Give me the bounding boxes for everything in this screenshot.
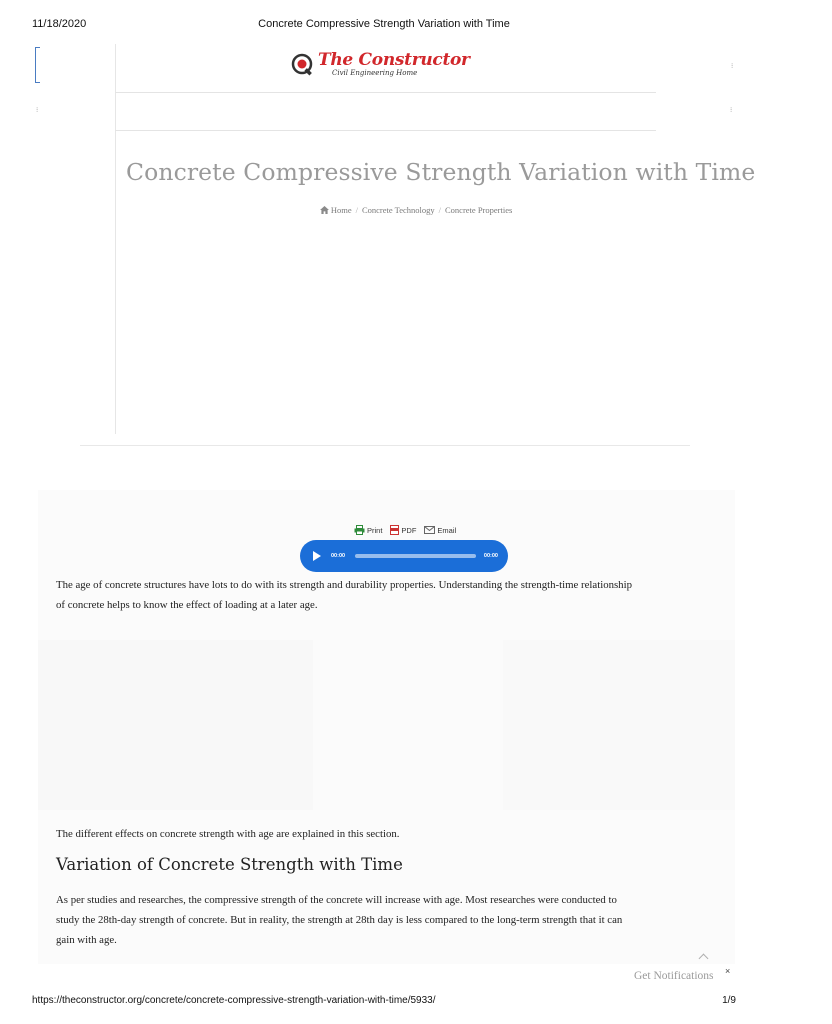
play-icon[interactable] xyxy=(313,551,321,561)
close-icon[interactable]: × xyxy=(725,966,731,976)
print-button[interactable] xyxy=(354,525,382,535)
print-url: https://theconstructor.org/concrete/concrete-compressive-strength-variation-with-time/5933/ xyxy=(32,995,436,1006)
audio-player xyxy=(300,540,508,572)
print-page-number: 1/9 xyxy=(722,995,736,1006)
page-title: Concrete Compressive Strength Variation with Time xyxy=(126,158,756,186)
header-frame-left xyxy=(115,44,116,434)
print-icon xyxy=(354,525,365,535)
page-title-container xyxy=(116,158,756,194)
site-logo[interactable] xyxy=(291,52,470,77)
breadcrumb-concrete-properties[interactable]: Concrete Properties xyxy=(445,205,513,216)
pdf-button[interactable] xyxy=(390,525,416,535)
side-marker: ⁝ xyxy=(36,106,39,114)
section-heading: Variation of Concrete Strength with Time xyxy=(56,855,403,874)
side-panel-edge xyxy=(35,47,40,83)
breadcrumb-separator: / xyxy=(438,205,442,216)
notifications-label[interactable]: Get Notifications xyxy=(634,970,714,982)
logo-icon xyxy=(291,53,315,77)
header-divider xyxy=(115,92,656,93)
breadcrumb-concrete-technology[interactable]: Concrete Technology xyxy=(361,205,435,216)
print-date: 11/18/2020 xyxy=(32,18,87,30)
intro-line: The age of concrete structures have lots to do with its strength and durability properties. Understanding the strength-time relationship xyxy=(56,579,632,591)
email-button[interactable] xyxy=(424,526,456,535)
side-marker: ⁝ xyxy=(730,106,733,114)
audio-progress-bar[interactable] xyxy=(355,554,476,558)
section-line: gain with age. xyxy=(56,934,117,946)
lead-paragraph: The different effects on concrete strength with age are explained in this section. xyxy=(56,828,400,840)
header-bottom-divider xyxy=(80,445,690,446)
share-toolbar xyxy=(354,525,456,535)
pdf-label: PDF xyxy=(401,525,417,535)
ad-slot xyxy=(38,640,313,810)
ad-slot xyxy=(503,640,735,810)
side-marker: ⁝ xyxy=(731,62,734,70)
audio-duration: 00:00 xyxy=(483,553,498,559)
breadcrumb xyxy=(0,204,832,215)
intro-paragraph xyxy=(56,575,735,615)
print-title: Concrete Compressive Strength Variation with Time xyxy=(258,18,510,30)
intro-line: of concrete helps to know the effect of loading at a later age. xyxy=(56,599,318,611)
logo-name: The Constructor xyxy=(318,50,470,70)
header-divider xyxy=(115,130,656,131)
breadcrumb-home[interactable]: Home xyxy=(330,205,352,216)
ad-slot xyxy=(313,640,503,810)
section-line: study the 28th-day strength of concrete. But in reality, the strength at 28th day is less compared to the long-term strength that it can xyxy=(56,914,623,926)
audio-current-time: 00:00 xyxy=(331,553,346,559)
print-label: Print xyxy=(367,525,383,535)
email-label: Email xyxy=(437,525,457,535)
email-icon xyxy=(424,526,435,534)
breadcrumb-separator: / xyxy=(355,205,358,216)
logo-tagline: Civil Engineering Home xyxy=(332,69,418,77)
section-paragraph xyxy=(56,890,622,950)
home-icon xyxy=(320,206,329,214)
pdf-icon xyxy=(390,525,399,535)
section-line: As per studies and researches, the compressive strength of the concrete will increase with age. Most researches were conducted to xyxy=(56,894,617,906)
